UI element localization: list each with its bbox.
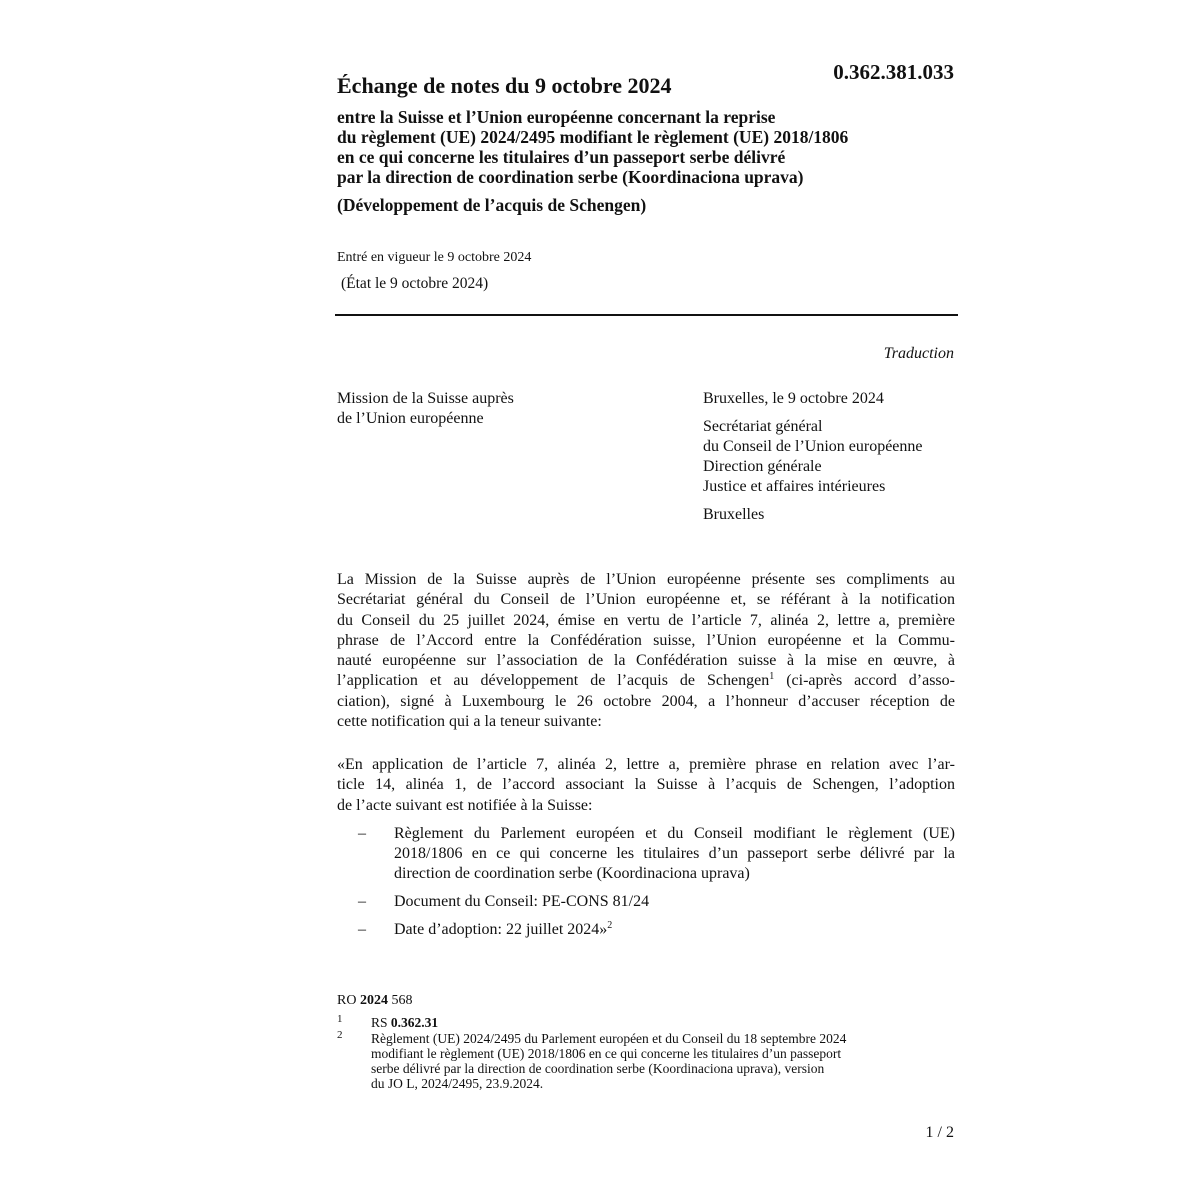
recipient-line: du Conseil de l’Union européenne (703, 438, 923, 455)
page-number: 1 / 2 (925, 1124, 954, 1141)
footnote-number: 2 (337, 1029, 343, 1041)
schengen-note: (Développement de l’acquis de Schengen) (337, 195, 647, 215)
footnote-text (371, 1031, 846, 1091)
paragraph-line: Secrétariat général du Conseil de l’Union européenne et, se référant à la notification (337, 591, 955, 609)
translation-label: Traduction (883, 345, 954, 362)
footnote-line: Règlement (UE) 2024/2495 du Parlement européen et du Conseil du 18 septembre 2024 (371, 1031, 847, 1046)
list-item (337, 920, 955, 940)
sender-block (337, 389, 514, 429)
footnote-ref-2[interactable]: 2 (607, 920, 613, 931)
footnote-line: modifiant le règlement (UE) 2018/1806 en ce qui concerne les titulaires d’un passeport (371, 1046, 842, 1061)
paragraph-line: ticle 14, alinéa 1, de l’accord associant la Suisse à l’acquis de Schengen, l’adoption (337, 776, 955, 794)
list-item-text: Date d’adoption: 22 juillet 2024» (394, 921, 608, 938)
sender-line: Mission de la Suisse auprès (337, 390, 514, 407)
paragraph-text: (ci-après accord d’asso- (774, 672, 955, 690)
notified-acts-list (337, 824, 955, 948)
header-divider (335, 314, 958, 316)
dash-marker: – (358, 825, 366, 842)
entry-into-force: Entré en vigueur le 9 octobre 2024 (337, 250, 532, 265)
paragraph-line: phrase de l’Accord entre la Confédération suisse, l’Union européenne et la Commu- (337, 631, 955, 649)
ro-prefix: RO (337, 993, 357, 1008)
footnote-number: 1 (337, 1013, 343, 1025)
paragraph-line: de l’acte suivant est notifiée à la Suisse: (337, 796, 593, 814)
document-subtitle (337, 107, 977, 187)
ro-page: 568 (391, 993, 413, 1008)
recipient-line: Justice et affaires intérieures (703, 478, 886, 495)
sr-number: 0.362.381.033 (833, 60, 954, 84)
footnote-text (371, 1015, 438, 1030)
dash-marker: – (358, 921, 366, 938)
footnote-line: du JO L, 2024/2495, 23.9.2024. (371, 1076, 544, 1091)
paragraph-line: La Mission de la Suisse auprès de l’Union européenne présente ses compliments au (337, 571, 955, 588)
body-paragraph-2 (337, 755, 955, 816)
footnote-line: serbe délivré par la direction de coordination serbe (Koordinaciona uprava), version (371, 1061, 825, 1076)
paragraph-line: nauté européenne sur l’association de la Confédération suisse à la mise en œuvre, à (337, 652, 955, 670)
footnote-ref: 0.362.31 (390, 1015, 439, 1030)
paragraph-line: cette notification qui a la teneur suivante: (337, 713, 602, 731)
state-date: (État le 9 octobre 2024) (341, 275, 489, 292)
list-item-line: direction de coordination serbe (Koordinaciona uprava) (394, 865, 750, 882)
paragraph-line-with-footnote (337, 671, 955, 691)
list-item-line: 2018/1806 en ce qui concerne les titulaires d’un passeport serbe délivré par la (394, 845, 955, 862)
paragraph-line: ciation), signé à Luxembourg le 26 octobre 2004, a l’honneur d’accuser réception de (337, 692, 955, 710)
list-item-line: Document du Conseil: PE-CONS 81/24 (394, 893, 650, 910)
recipient-line: Secrétariat général (703, 418, 823, 435)
subtitle-line: en ce qui concerne les titulaires d’un passeport serbe délivré (337, 147, 786, 167)
sender-line: de l’Union européenne (337, 410, 484, 427)
subtitle-line: du règlement (UE) 2024/2495 modifiant le règlement (UE) 2018/1806 (337, 127, 849, 147)
recipient-block (703, 389, 923, 525)
list-item-line (394, 920, 955, 940)
list-item (337, 892, 955, 912)
ro-year: 2024 (359, 993, 388, 1008)
paragraph-line: du Conseil du 25 juillet 2024, émise en vertu de l’article 7, alinéa 2, lettre a, première (337, 611, 955, 629)
list-item-line: Règlement du Parlement européen et du Conseil modifiant le règlement (UE) (394, 825, 955, 842)
recipient-line: Direction générale (703, 458, 822, 475)
subtitle-line: entre la Suisse et l’Union européenne concernant la reprise (337, 107, 776, 127)
footnote-ref-1[interactable]: 1 (769, 671, 775, 683)
list-item (337, 824, 955, 884)
ro-reference (337, 993, 412, 1009)
paragraph-text: l’application et au développement de l’acquis de Schengen (337, 672, 770, 690)
document-title: Échange de notes du 9 octobre 2024 (337, 73, 672, 98)
dash-marker: – (358, 893, 366, 910)
body-paragraph-1 (337, 570, 955, 732)
place-date: Bruxelles, le 9 octobre 2024 (703, 390, 884, 407)
recipient-city: Bruxelles (703, 506, 765, 523)
paragraph-line: «En application de l’article 7, alinéa 2, lettre a, première phrase en relation avec l’ar- (337, 756, 955, 773)
footnote-prefix: RS (371, 1015, 388, 1030)
subtitle-line: par la direction de coordination serbe (Koordinaciona uprava) (337, 167, 804, 187)
